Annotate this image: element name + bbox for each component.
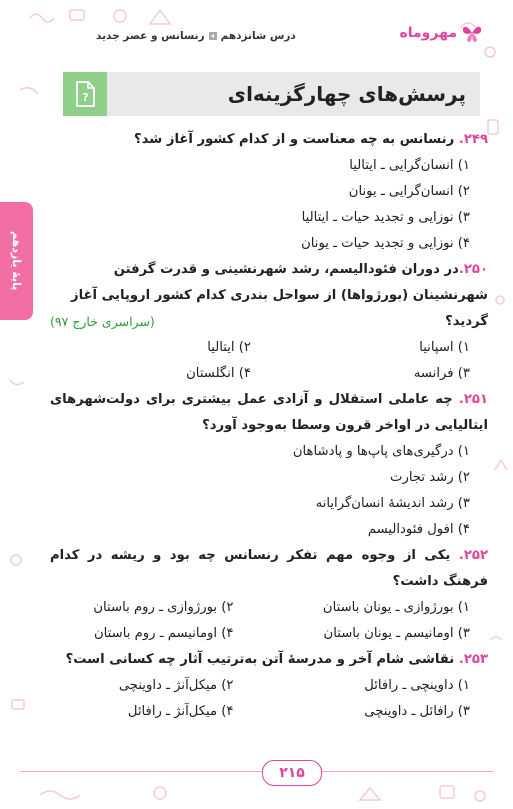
option-3: ۳) رشد اندیشهٔ انسان‌گرایانه — [315, 496, 470, 511]
question-251 — [50, 387, 488, 439]
breadcrumb — [96, 30, 296, 42]
option-3: ۳) رافائل ـ داوینچی — [364, 704, 470, 719]
options-row — [50, 335, 488, 361]
options-row — [50, 595, 488, 621]
question-number: ۲۵۱. — [458, 392, 488, 407]
brand — [399, 22, 483, 44]
breadcrumb-separator-icon — [209, 32, 217, 40]
option-4: ۴) انگلستان — [186, 366, 251, 381]
options-row — [50, 361, 488, 387]
page-header — [0, 20, 513, 60]
option-3: ۳) اومانیسم ـ یونان باستان — [323, 626, 470, 641]
page-number: ۲۱۵ — [262, 760, 322, 786]
butterfly-logo-icon — [461, 22, 483, 44]
breadcrumb-course: درس شانزدهم — [220, 30, 296, 42]
option-1: ۱) بورژوازی ـ یونان باستان — [322, 600, 470, 615]
option-2: ۲) بورژوازی ـ روم باستان — [93, 600, 234, 615]
questions-list — [50, 127, 488, 725]
option-4: ۴) اومانیسم ـ روم باستان — [93, 626, 234, 641]
option-3: ۳) فرانسه — [413, 366, 470, 381]
question-253 — [50, 647, 488, 673]
question-source: (سراسری خارج ۹۷) — [50, 314, 155, 329]
option-4: ۴) نوزایی و تجدید حیات ـ یونان — [301, 236, 470, 251]
question-249 — [50, 127, 488, 153]
question-text: در دوران فئودالیسم، رشد شهرنشینی و قدرت گرفتن — [113, 262, 459, 277]
section-title: پرسش‌های چهارگزینه‌ای — [107, 72, 480, 116]
option-4: ۴) افول فئودالیسم — [367, 522, 470, 537]
question-text: چه عاملی استقلال و آزادی عمل بیشتری برای دولت‌شهرهای ایتالیایی در اواخر قرون وسطا به‌وجود آورد؟ — [50, 392, 488, 433]
option-2: ۲) انسان‌گرایی ـ یونان — [348, 184, 470, 199]
question-number: ۲۵۲. — [458, 548, 488, 563]
grade-side-tab — [0, 202, 33, 320]
option-4: ۴) میکل‌آنژ ـ رافائل — [127, 704, 234, 719]
option-3: ۳) نوزایی و تجدید حیات ـ ایتالیا — [301, 210, 470, 225]
options-row — [50, 621, 488, 647]
option-2: ۲) رشد تجارت — [390, 470, 470, 485]
option-1: ۱) اسپانیا — [419, 340, 470, 355]
question-250-line-3 — [50, 309, 488, 335]
option-2: ۲) ایتالیا — [207, 340, 251, 355]
breadcrumb-topic: رنسانس و عصر جدید — [96, 30, 205, 42]
question-text: گردید؟ — [445, 314, 488, 329]
question-252 — [50, 543, 488, 595]
options-row — [50, 699, 488, 725]
option-1: ۱) انسان‌گرایی ـ ایتالیا — [349, 158, 470, 173]
question-number: ۲۵۳. — [458, 652, 488, 667]
question-text: نقاشی شام آخر و مدرسهٔ آتن به‌ترتیب آثار چه کسانی است؟ — [65, 652, 455, 667]
question-text: رنسانس به چه معناست و از کدام کشور آغاز شد؟ — [134, 132, 455, 147]
grade-label: پایهٔ یازدهم — [10, 231, 23, 291]
question-250-line-1 — [50, 257, 488, 283]
option-2: ۲) میکل‌آنژ ـ داوینچی — [118, 678, 234, 693]
option-1: ۱) درگیری‌های پاپ‌ها و پادشاهان — [292, 444, 470, 459]
brand-name: مهروماه — [399, 25, 457, 41]
document-question-icon — [63, 72, 107, 116]
svg-text:?: ? — [82, 91, 89, 104]
options-row — [50, 673, 488, 699]
question-250-line-2: شهرنشینان (بورژواها) از سواحل بندری کدام کشور اروپایی آغاز — [71, 288, 488, 303]
section-banner — [63, 72, 480, 116]
question-number: ۲۵۰. — [458, 262, 488, 277]
footer-divider — [20, 771, 493, 772]
question-text: یکی از وجوه مهم تفکر رنسانس چه بود و ریشه در کدام فرهنگ داشت؟ — [50, 548, 488, 589]
option-1: ۱) داوینچی ـ رافائل — [364, 678, 470, 693]
question-number: ۲۴۹. — [458, 132, 488, 147]
